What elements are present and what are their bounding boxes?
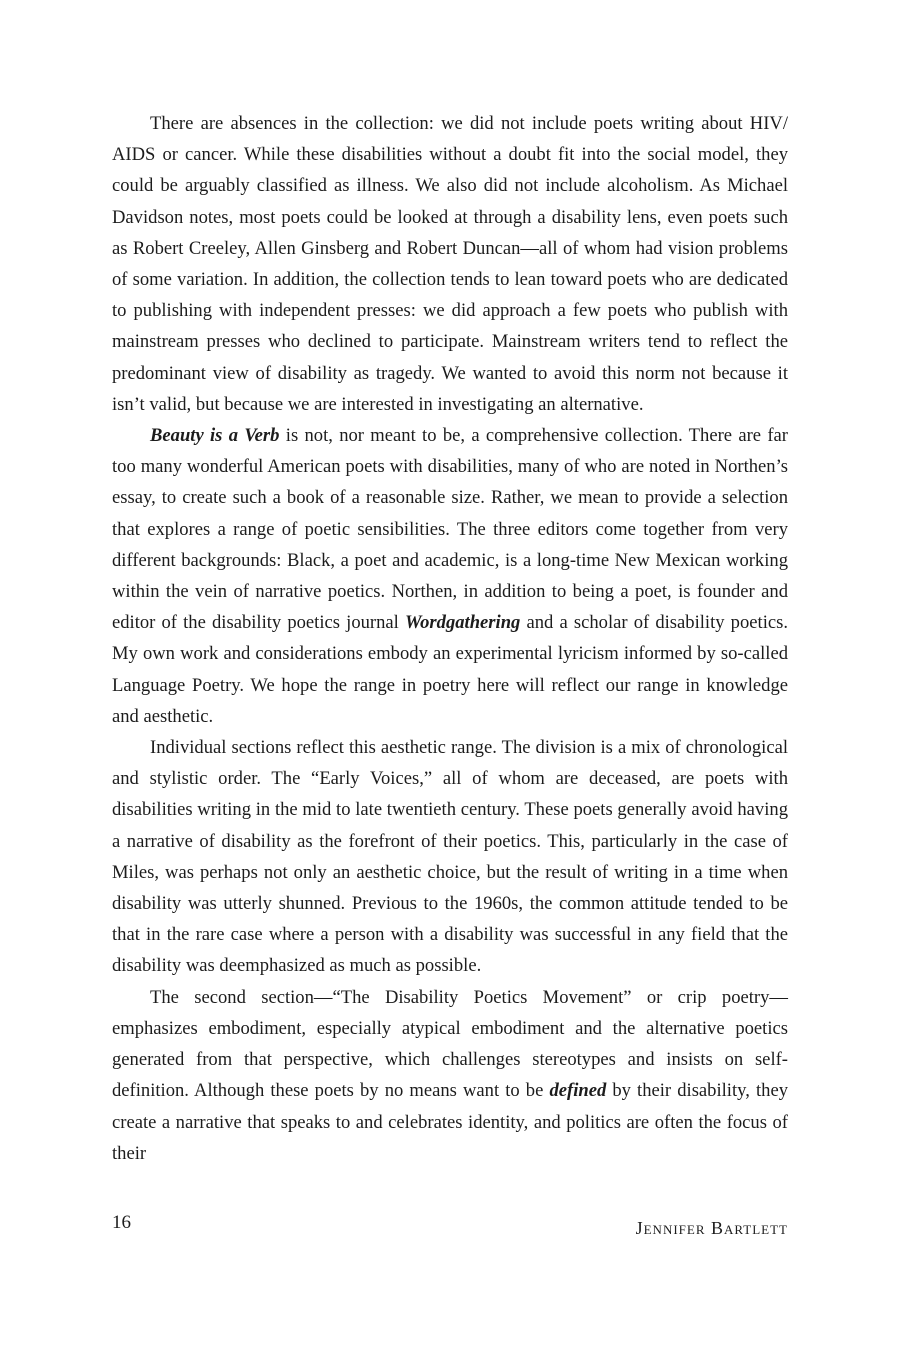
paragraph-4-text-b: by their disability, they create a narrative that speaks to and celebrates identity, and politics are often the focus of their	[112, 1080, 788, 1164]
emphasis-defined: defined	[549, 1080, 607, 1102]
paragraph-3	[112, 732, 788, 982]
paragraph-2	[112, 420, 788, 732]
page-footer	[112, 1212, 788, 1252]
paragraph-2-text-b: and a scholar of disability poetics. My own work and considerations embody an experimental lyricism informed by so-called Language Poetry. We hope the range in poetry here will reflect our range in knowledge and aesthetic.	[112, 612, 789, 727]
paragraph-2-text-a: is not, nor meant to be, a comprehensive collection. There are far too many wonderful American poets with disabilities, many of who are noted in Northen’s essay, to create such a book of a reasonable size. Rather, we mean to provide a selection that explores a range of poetic sensibilities. The three editors come together from very different backgrounds: Black, a poet and academic, is a long-time New Mexican working within the vein of narrative poetics. Northen, in addition to being a poet, is founder and editor of the disability poetics journal	[112, 425, 788, 634]
page-number: 16	[112, 1212, 131, 1233]
body-text	[112, 108, 788, 1169]
paragraph-3-text: Individual sections reflect this aesthetic range. The division is a mix of chronological and stylistic order. The “Early Voices,” all of whom are deceased, are poets with disabilities writing in the mid to late twentieth century. These poets generally avoid having a narrative of disability as the forefront of their poetics. This, particularly in the case of Miles, was perhaps not only an aesthetic choice, but the result of writing in a time when disability was utterly shunned. Previous to the 1960s, the common attitude tended to be that in the rare case where a person with a disability was successful in any field that the disability was deemphasized as much as possible.	[112, 737, 788, 977]
paragraph-1	[112, 108, 788, 420]
running-head-author: Jennifer Bartlett	[635, 1218, 788, 1238]
paragraph-1-text: There are absences in the collection: we did not include poets writing about HIV/ AIDS or cancer. While these disabilities without a doubt fit into the social model, they could be arguably classified as illness. We also did not include alcoholism. As Michael Davidson notes, most poets could be looked at through a disability lens, even poets such as Robert Creeley, Allen Ginsberg and Robert Duncan—all of whom had vision problems of some variation. In addition, the collection tends to lean toward poets who are dedicated to publishing with independent presses: we did approach a few poets who publish with mainstream presses who declined to participate. Mainstream writers tend to reflect the predominant view of disability as tragedy. We wanted to avoid this norm not because it isn’t valid, but because we are interested in investigating an alternative.	[112, 113, 788, 415]
book-title: Beauty is a Verb	[150, 425, 280, 447]
journal-title: Wordgathering	[404, 612, 521, 634]
paragraph-4	[112, 982, 788, 1169]
paragraph-4-text-a: The second section—“The Disability Poetics Movement” or crip poetry—emphasizes embodiment, especially atypical embodiment and the alternative poetics generated from that perspective, which challenges stereotypes and insists on self-definition. Although these poets by no means want to be	[112, 986, 788, 1102]
